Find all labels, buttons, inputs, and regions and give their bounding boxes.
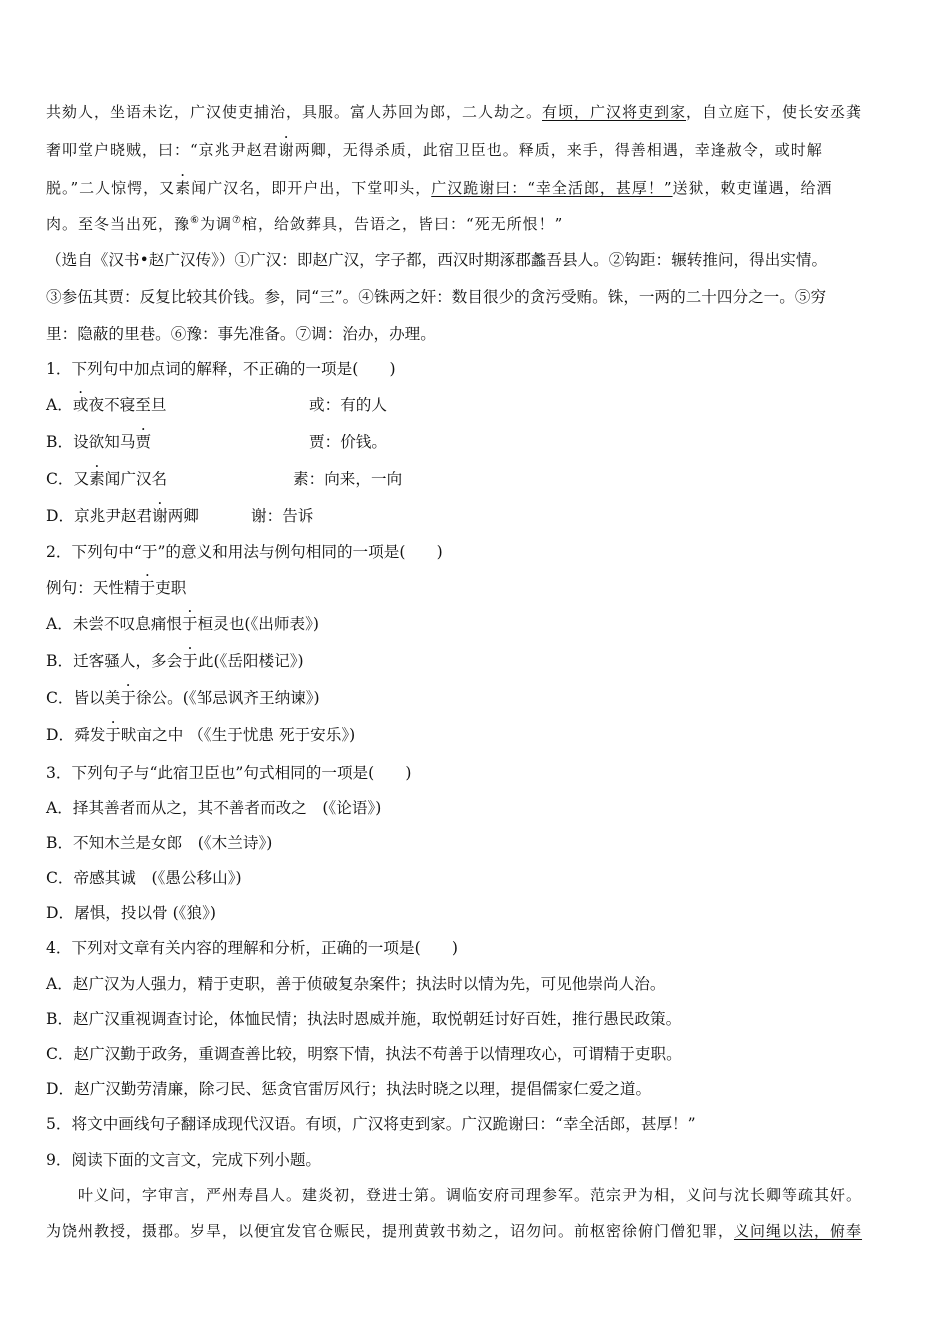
option-letter: D． <box>46 726 75 744</box>
option-letter: A． <box>46 396 73 414</box>
question-3-option-a: A．择其善者而从之，其不善者而改之 (《论语》) <box>46 799 382 817</box>
option-letter: C． <box>46 689 74 707</box>
passage-text: 肉。至冬当出死，豫 <box>46 215 191 233</box>
underlined-sentence: 义问绳以法，俯奉 <box>734 1222 863 1240</box>
question-1-option-b <box>46 431 151 453</box>
question-4-option-a: A．赵广汉为人强力，精于吏职，善于侦破复杂案件；执法时以情为先，可见他崇尚人治。 <box>46 975 666 993</box>
dotted-word: 于 <box>182 615 198 633</box>
option-letter: C． <box>46 470 74 488</box>
question-3-option-d: D．屠惧，投以骨 (《狼》) <box>46 904 216 922</box>
passage-text: 脱。”二人惊愕，又 <box>46 179 176 197</box>
question-1-option-d-gloss: 谢：告诉 <box>251 507 314 525</box>
question-2-option-d <box>46 724 355 746</box>
footnote-mark: ⑦ <box>232 215 242 226</box>
question-1-option-c <box>46 468 167 490</box>
question-2-option-b <box>46 650 304 672</box>
option-text: 桓灵也(《出师表》) <box>197 615 319 633</box>
dotted-word: 于 <box>139 579 156 597</box>
option-letter: B． <box>46 652 74 670</box>
question-3-stem: 3．下列句子与“此宿卫臣也”句式相同的一项是( ) <box>46 764 412 782</box>
question-2-option-a <box>46 613 319 635</box>
option-text: 舜发 <box>74 726 106 744</box>
question-2-option-c <box>46 687 320 709</box>
passage-text: ，自立庭下，使长安丞龚 <box>686 103 863 121</box>
dotted-word: 谢 <box>152 507 168 525</box>
passage-line-3 <box>46 177 833 199</box>
option-letter: B． <box>46 433 74 451</box>
question-3-option-c: C．帝感其诚 (《愚公移山》) <box>46 869 242 887</box>
option-text: 迁客骚人，多会 <box>73 652 183 670</box>
example-text: 例句：天性精 <box>46 579 140 597</box>
underlined-sentence: 广汉跪谢曰：“幸全活郎，甚厚！” <box>431 179 673 197</box>
question-1-option-a-gloss: 或：有的人 <box>309 396 387 414</box>
dotted-word: 贾 <box>135 433 152 451</box>
option-letter: A． <box>46 615 73 633</box>
passage-text: 送狱，敕吏谨遇，给酒 <box>672 179 833 197</box>
option-text: 设欲知马 <box>73 433 136 451</box>
footnote-mark: ⑥ <box>190 215 200 226</box>
question-4-option-c: C．赵广汉勤于政务，重调查善比较，明察下情，执法不苟善于以情理攻心，可谓精于吏职。 <box>46 1045 682 1063</box>
question-1-option-d <box>46 505 199 527</box>
question-1-option-a <box>46 394 166 416</box>
passage-text: 闻广汉名，即开户出，下堂叩头， <box>191 179 432 197</box>
option-text: 未尝不叹息痛恨 <box>72 615 183 633</box>
note-line-1: （选自《汉书•赵广汉传》）①广汉：即赵广汉，字子都，西汉时期涿郡蠡吾县人。②钩距：辗转推问，得出实情。 <box>46 251 828 269</box>
passage-text: 为调 <box>199 215 232 233</box>
note-line-2: ③参伍其贾：反复比较其价钱。参，同“三”。④铢两之奸：数目很少的贪污受贿。铢，一两的二十四分之一。⑤穷 <box>46 288 827 306</box>
option-text: 畎亩之中 （《生于忧患 死于安乐》) <box>120 726 356 744</box>
question-5-stem: 5．将文中画线句子翻译成现代汉语。有顷，广汉将吏到家。广汉跪谢曰：“幸全活郎，甚厚！” <box>46 1115 696 1133</box>
option-text: 皆以美 <box>73 689 121 707</box>
example-text: 吏职 <box>155 579 187 597</box>
question-2-example <box>46 577 186 599</box>
question-1-option-b-gloss: 贾：价钱。 <box>309 433 387 451</box>
option-text: 闻广汉名 <box>104 470 168 488</box>
option-text: 徐公。(《邹忌讽齐王纳谏》) <box>135 689 320 707</box>
passage-text: 两卿，无得杀质，此宿卫臣也。释质，来手，得善相遇，幸逢赦令，或时解 <box>294 141 823 159</box>
option-letter: D． <box>46 507 75 525</box>
option-text: 又 <box>73 470 90 488</box>
dotted-word: 谢 <box>278 141 295 159</box>
passage2-line-1: 叶义问，字审言，严州寿昌人。建炎初，登进士第。调临安府司理参军。范宗尹为相，义问与沈长卿等疏其奸。 <box>78 1186 863 1204</box>
question-4-option-b: B．赵广汉重视调查讨论，体恤民情；执法时恩威并施，取悦朝廷讨好百姓，推行愚民政策。 <box>46 1010 682 1028</box>
question-9-stem: 9．阅读下面的文言文，完成下列小题。 <box>46 1151 322 1169</box>
option-text: 两卿 <box>167 507 199 525</box>
question-1-option-c-gloss: 素：向来，一向 <box>293 470 403 488</box>
passage2-line-2 <box>46 1220 862 1242</box>
question-4-option-d: D．赵广汉勤劳清廉，除刁民、惩贪官雷厉风行；执法时晓之以理，提倡儒家仁爱之道。 <box>46 1080 652 1098</box>
note-line-3: 里：隐蔽的里巷。⑥豫：事先准备。⑦调：治办，办理。 <box>46 325 436 343</box>
dotted-word: 素 <box>175 179 192 197</box>
option-text: 京兆尹赵君 <box>74 507 153 525</box>
passage-text: 奢叩堂户晓贼，曰：“京兆尹赵君 <box>46 141 279 159</box>
question-2-stem: 2．下列句中“于”的意义和用法与例句相同的一项是( ) <box>46 543 443 561</box>
question-3-option-b: B．不知木兰是女郎 (《木兰诗》) <box>46 834 273 852</box>
dotted-word: 或 <box>72 396 89 414</box>
dotted-word: 素 <box>89 470 105 488</box>
passage-line-4 <box>46 213 563 235</box>
question-4-stem: 4．下列对文章有关内容的理解和分析，正确的一项是( ) <box>46 939 458 957</box>
passage-text: 为饶州教授，摄郡。岁旱，以便宜发官仓赈民，提刑黄敦书劾之，诏勿问。前枢密徐俯门僧犯罪， <box>46 1222 735 1240</box>
option-text: 此(《岳阳楼记》) <box>197 652 304 670</box>
passage-line-1 <box>46 101 862 123</box>
dotted-word: 于 <box>120 689 136 707</box>
dotted-word: 于 <box>105 726 121 744</box>
passage-line-2 <box>46 139 823 161</box>
passage-text: 棺，给敛葬具，告语之，皆曰：“死无所恨！” <box>241 215 564 233</box>
underlined-sentence: 有顷，广汉将吏到家 <box>542 103 687 121</box>
passage-text: 共劾人，坐语未讫，广汉使吏捕治，具服。富人苏回为郎，二人劫之。 <box>46 103 543 121</box>
question-1-stem: 1．下列句中加点词的解释，不正确的一项是( ) <box>46 360 396 378</box>
option-text: 夜不寝至旦 <box>88 396 167 414</box>
dotted-word: 于 <box>182 652 198 670</box>
